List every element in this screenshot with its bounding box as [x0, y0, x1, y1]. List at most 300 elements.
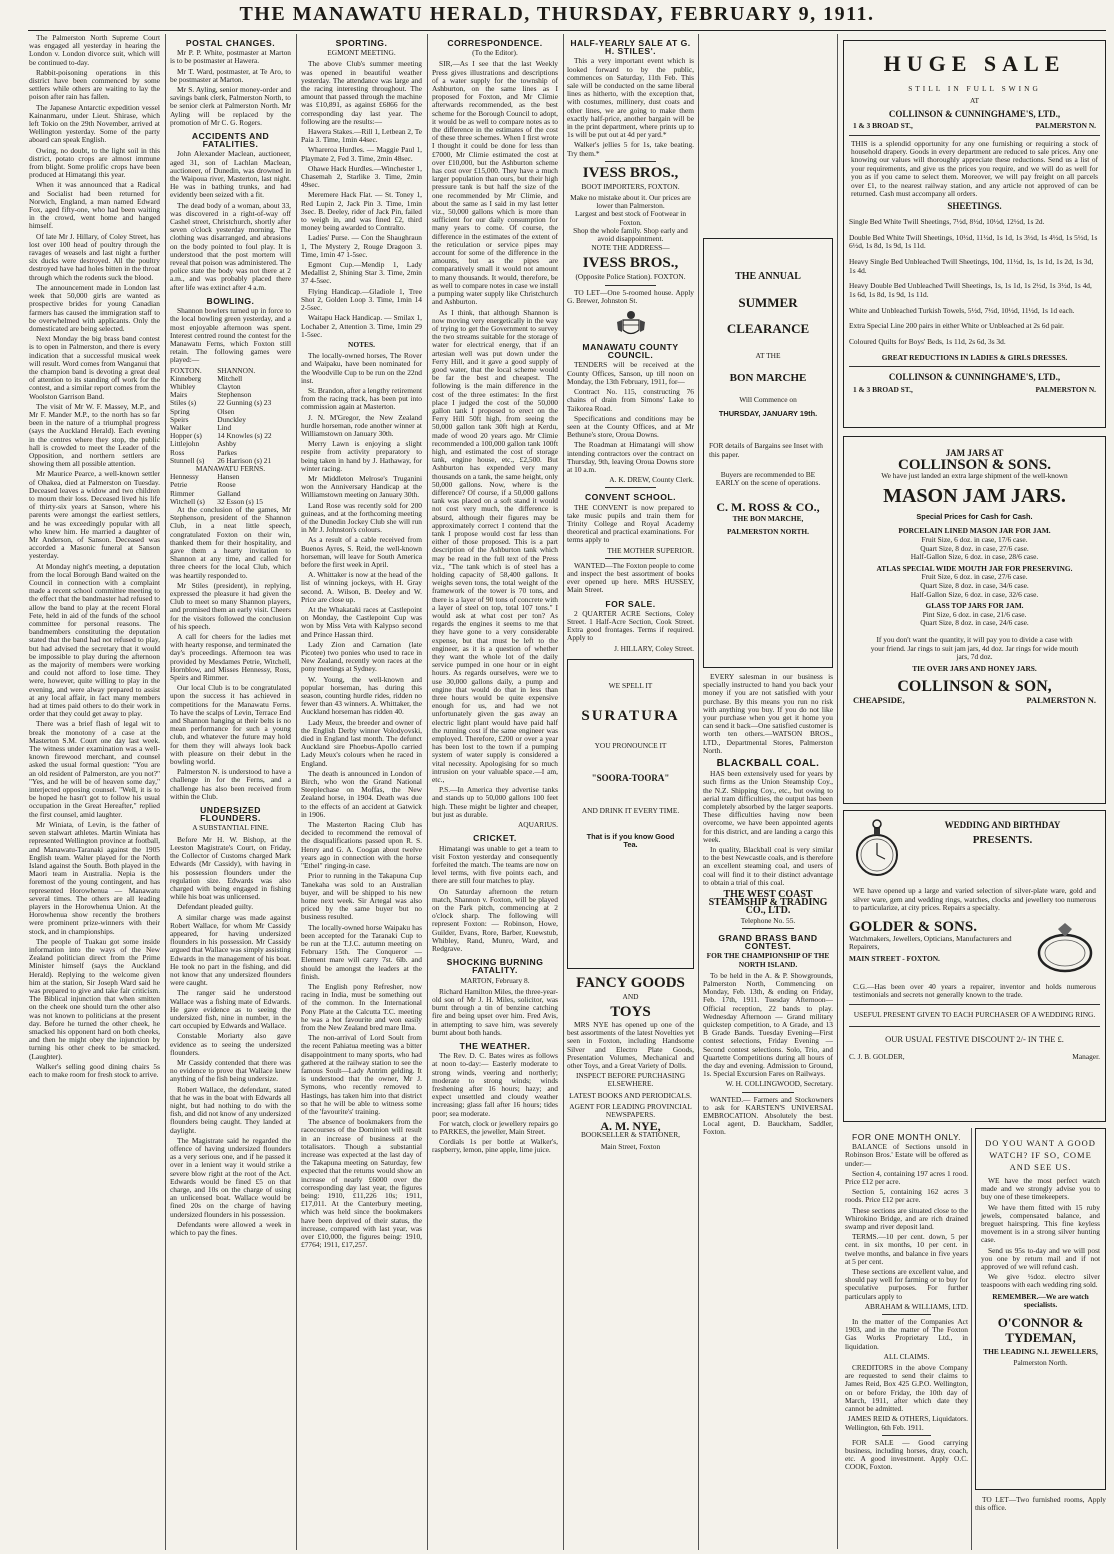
ivess-brand: IVESS BROS.,: [582, 255, 679, 272]
creditors-signature: JAMES REID & OTHERS, Liquidators.: [847, 1414, 968, 1424]
news-paragraph: At Monday night's meeting, a deputation from the local Borough Band waited on the Council in connection with a complaint made a recent school committee meeting to the effect that the bandmaster had refused to allow the band to play at the recent Floral Fete, held in aid of the funds of the school committee for personal reasons. The bandmembers constituting the deputation stated that the band had not refused to play, but had advised the secretary that it would be impossible to play during the afternoon as the majority of members were working and could not afford to lose time. They were, however, quite willing to play in the evening, and were alway prepared to assist at any local affair, in fact many members had at times paid others to do their work in order that they could get away to play.: [29, 561, 160, 719]
signature-name: C. J. B. GOLDER,: [849, 1052, 905, 1062]
jellies-notice: Walker's jellies 5 for 1s, take beating. Try them.*: [567, 140, 694, 158]
news-paragraph: Walker's selling good dining chairs 5s each to make room for fresh stock to arrive.: [29, 1061, 160, 1079]
score-cell: Clayton: [217, 381, 241, 391]
suratura-brand: SURATURA: [581, 707, 680, 724]
golder-address: MAIN STREET - FOXTON.: [849, 953, 940, 963]
news-paragraph: In quality, Blackball coal is very similar to the best Newcastle coals, and is therefore an excellent steaming coal, and users of coal will find it to their distinct advantage to obtain a trial of this coal.: [703, 845, 833, 887]
news-paragraph: John Alexander Maclean, auctioneer, aged 31, son of Lachlan Maclean, auctioneer, of Dunedin, was drowned in the Waipoua river, Masterton, last night. He was in bathing trunks, and had evidently been seized with a fit.: [170, 149, 291, 200]
news-paragraph: HAS been extensively used for years by such firms as the Union Steamship Coy., the N.Z. Shipping Coy., etc., but owing to aerial tram difficulties, the output has been completely absorbed by the larger seaports. These difficulties having now been overcome, we have been appointed agents for this district, and are landing a cargo this week.: [703, 769, 833, 844]
golder-trade: Watchmakers, Jewellers, Opticians, Manufacturers and Repairers,: [849, 933, 1012, 952]
band-contest-heading: GRAND BRASS BAND CONTEST.: [718, 932, 818, 952]
tolet-notice: TO LET—One 5-roomed house. Apply G. Brewer, Johnston St.: [567, 287, 694, 305]
news-paragraph: The death is announced in London of Birch, who won the Grand National Steeplechase on Moffas, the New Zealand horse, in 1904. Death was due to the effects of an accident at Gatwick in 1906.: [301, 768, 422, 819]
flounders-body: [170, 836, 291, 1238]
westcoast-line: THE WEST COAST: [723, 889, 813, 901]
price-line: Quart Size, 8 doz. in case, 34/6 case.: [920, 580, 1029, 590]
news-paragraph: These sections are situated close to the Whirokino Bridge, and are rich drained swamp and river deposit land.: [845, 1205, 968, 1232]
news-paragraph: Before Mr H. W. Bishop, at the Leeston Magistrate's Court, on Friday, the Collector of Customs charged Mark Edwards (Mr Cassidy), with having in his possession flounders under the regulation size. Edwards was also charged with being engaged in fishing while his boat was unlicensed.: [170, 834, 291, 902]
convent-body: THE CONVENT is now prepared to take music pupils and train them for Trinity College and Royal Academy theoretical and practical examinations. For terms apply to: [567, 502, 694, 545]
ad-line: Largest and best stock of Footwear in Foxton.: [574, 209, 687, 227]
glass-top-heading: GLASS TOP JARS FOR JAM.: [925, 601, 1024, 611]
suratura-ad: [567, 659, 694, 969]
price-line: Fruit Size, 6 doz. in case, 27/6 case.: [921, 572, 1028, 582]
news-paragraph: The Magistrate said he regarded the offence of having undersized flounders as a very serious one, and if he passed it over in a lenient way it would strike a severe blow right at the root of the Act. Edwards would be fined £5 on that charge, and 10s on the charge of using an unlicensed boat. Wallace would be fined 20s on the charge of having undersized flounders in his possession.: [170, 1135, 291, 1219]
inspect-line: INSPECT BEFORE PURCHASING ELSEWHERE.: [575, 1071, 686, 1089]
news-paragraph: SIR,—As I see that the last Weekly Press gives illustrations and descriptions of a water supply for the township of Ashburton, on the same lines as I proposed for Foxton, and Mr Climie afterwards recommended, as the best scheme for the Borough Council to adopt, it would be as well to compare notes as to the difference in the estimates of the cost of these three schemes. When I first wrote I thought it could be done for less than £7000, Mr Climie estimated the cost at over £10,000, but the Ashburton scheme has cost over £15,000. They have a much larger population than ours, but their high pressure tank is but half the size of the one recommended by Mr Climie, and about the same as I said in my last letter viz., 50,000 gallons which is more than sufficient for our daily consumption for many years to come. Of course, the difference in the estimates of the extent of the reticulation or service pipes may account for some of the difference in the amounts, but as the pipes are comparatively small it would not amount to many thousands. It would, therefore, be as well to compare notes in case we install a pumping water supply like Christchurch and Ashburton.: [432, 59, 558, 307]
karsten-notice: WANTED.— Farmers and Stockowners to ask for KARSTEN'S UNIVERSAL EMBROCATION. Absolutely the best. Local agent, D. Bauckham, Saddler, Foxton.: [703, 1094, 833, 1137]
huge-sale-firm-footer: COLLINSON & CUNNINGHAME'S, LTD.,: [888, 372, 1061, 383]
news-paragraph: Defendants were allowed a week in which to pay the fines.: [170, 1219, 291, 1238]
oconnor-name: O'CONNOR &: [997, 1315, 1084, 1331]
news-paragraph: Mr Cassidy contended that there was no evidence to prove that Wallace knew anything of the fish being undersize.: [170, 1057, 291, 1084]
address-street: 1 & 3 BROAD ST.,: [853, 384, 913, 394]
race-result: Ohawe Hack Hurdles.—Winchester 1, Chasemah 2, Starlike 3. Time, 2min 49sec.: [301, 163, 422, 190]
jam-footer-address: [853, 696, 1096, 705]
oconnor-body: We have them fitted with 15 ruby jewels, compensated balance, and breguet hairspring. This fine keyless movement is in a strong silver hunting case.: [981, 1202, 1100, 1245]
month-heading: FOR ONE MONTH ONLY.: [852, 1132, 961, 1142]
golder-signature: [849, 1053, 1100, 1062]
news-paragraph: When it was announced that a Radical and Socialist had been returned for Norwich, England, a man named Edward Fox, aged fifty-one, who had been waiting in the crowd, went home and hanged himself.: [29, 180, 160, 231]
news-paragraph: Mr Maurice Pearce, a well-known settler of Ohakea, died at Palmerston on Tuesday. Deceased leaves a widow and two children to mourn their loss. Deceased lived his life of thirty-six years at Sanson, where his parents were amongst the earliest settlers, and he was exceedingly popular with all who knew him. He married a daughter of Mr Anderson, of Sanson. Deceased was accorded a Masonic funeral at Sanson yesterday.: [29, 469, 160, 561]
fancy-goods-and: AND: [622, 991, 639, 1001]
accidents-body: [170, 150, 291, 291]
score-header: SHANNON.: [217, 365, 256, 375]
race-result: Whareroa Hurdles. — Maggie Paul 1, Playmate 2, Fed 3. Time, 2min 48sec.: [301, 145, 422, 163]
divider: [882, 1435, 931, 1436]
jam-firm: COLLINSON & SONS.: [898, 456, 1051, 473]
weather-heading: THE WEATHER.: [459, 1040, 531, 1051]
news-paragraph: The visit of Mr W. F. Massey, M.P., and Mr F. Mander M.P., to the north has so far been in the nature of a triumphal progress (says the Auckland Herald). Each evening in the centres where they stop, the public hall is crowded to meet the Leader of the Opposition, and northern settlers are showing them all possible attention.: [29, 401, 160, 469]
ivess-note: NOTE THE ADDRESS—: [591, 243, 670, 253]
news-paragraph: BALANCE of Sections unsold in Robinson Bros.' Estate will be offered as under:—: [845, 1142, 968, 1168]
huge-sale-line: STILL IN FULL SWING: [908, 84, 1041, 93]
score-cell: Hennessy: [170, 472, 199, 482]
news-paragraph: TERMS.—10 per cent. down, 5 per cent. in six months, 10 per cent. in twelve months, and balance in five years at 5 per cent.: [845, 1232, 968, 1266]
news-paragraph: TENDERS will be received at the County Offices, Sanson, up till noon on Monday, the 13th February, 1911, for—: [567, 360, 694, 386]
column-rule: [971, 1128, 972, 1550]
stiles-sale-heading: HALF-YEARLY SALE AT G. H. STILES'.: [570, 38, 691, 57]
price-line: Single Bed White Twill Sheetings, 7½d, 8½d, 10½d, 12½d, 1s 2d.: [849, 217, 1045, 227]
atlas-prices: [849, 573, 1100, 599]
council-heading: MANAWATU COUNTY COUNCIL.: [582, 342, 679, 361]
huge-sale-ad: [843, 40, 1106, 428]
race-result: Waitapu Hack Handicap. — Smilax 1, Lochaber 2, Attention 3. Time, 1min 29 1-5sec.: [301, 313, 422, 339]
golder-body: WE have opened up a large and varied selection of silver-plate ware, gold and silver ware, gem and wedding rings, watches, clocks and jewellery too numerous to particularize, at city prices. Repairs a specialty.: [853, 886, 1096, 913]
pocket-watch-icon: [849, 815, 905, 885]
divider: [742, 1092, 794, 1093]
month-signature: ABRAHAM & WILLIAMS, LTD.: [864, 1301, 968, 1311]
news-paragraph: Mr P. P. White, postmaster at Marton is to be postmaster at Hawera.: [170, 48, 291, 66]
coat-of-arms-icon: [614, 308, 648, 338]
news-column-3: [301, 34, 422, 1550]
huge-sale-body: THIS is a splendid opportunity for any one furnishing or requiring a stock of household drapery. Goods in every department are reduced to sale prices. Any one knowing our values will thoroughly appreciate these reductions. Send us a list of your requirements, and give us the prices you require, and we will do as well for you as if you came to select them. Moreover, we will pay freight on all parcels over £1, to the nearest railway station, and any article not approved of can be returned. Cash must accompany all orders.: [851, 138, 1098, 199]
news-paragraph: These sections are excellent value, and should pay well for farming or to buy for speculative purposes. For further particulars apply to: [845, 1267, 968, 1301]
news-paragraph: Prior to running in the Takapuna Cup Tanekaha was sold to an Australian buyer, and will be shipped to his new home next week. Sir Artegal was also priced by the same buyer but no business resulted.: [301, 871, 422, 922]
oconnor-body: We give ½doz. electro silver teaspoons with each wedding ring sold.: [981, 1272, 1100, 1290]
score-cell: Stephenson: [217, 390, 252, 400]
news-column-4: [432, 34, 558, 1550]
news-paragraph: J. N. M'Gregor, the New Zealand hurdle horseman, rode another winner at Williamstown on January 30th.: [301, 412, 422, 438]
news-column-2: [170, 34, 291, 1550]
news-paragraph: St. Brandon, after a lengthy retirement from the racing track, has been put into commission again at Masterton.: [301, 385, 422, 412]
bowling-intro: Shannon bowlers turned up in force to the local bowling green yesterday, and a most enjoyable afternoon was spent. Interest centred round the contest for the Manawatu Ferns, which Foxton still retain. The following games were played:—: [170, 306, 291, 365]
jam-note: If you don't want the quantity, it will pay you to divide a case with your friend. Jar rings to suit jam jars, 4d doz. Jar rings for wide mouth jars, 7d doz.: [870, 634, 1079, 662]
score-cell: Stiles (s): [170, 398, 197, 408]
news-paragraph: Mr Stiles (president), in replying, expressed the pleasure it had given the Club to meet so many Shannon players, and promised them an early visit. Cheers for the visitors followed the conclusion of his speech.: [170, 580, 291, 631]
ross-town: PALMERSTON NORTH.: [726, 526, 809, 536]
race-result: Meremere Hack Flat. — St. Toney 1, Red Lupin 2, Jack Pin 3. Time, 1min 3sec. B. Deeley, rider of Jack Pin, failed to weigh in, and was fined £2, third money being awarded to Contralto.: [301, 190, 422, 233]
nye-name: A. M. NYE,: [600, 1119, 661, 1134]
council-body: [567, 361, 694, 474]
suratura-line: AND DRINK IT EVERY TIME.: [581, 805, 680, 815]
oconnor-name: TYDEMAN,: [1005, 1330, 1076, 1346]
news-paragraph: Constable Moriarty also gave evidence as to seeing the undersized flounders.: [170, 1031, 291, 1057]
sporting-heading: SPORTING.: [335, 38, 388, 48]
reductions-line: GREAT REDUCTIONS IN LADIES & GIRLS DRESSES.: [881, 353, 1068, 363]
signature-title: Manager.: [1072, 1052, 1100, 1062]
jam-jars-ad: [843, 436, 1106, 804]
score-cell: Hansen: [217, 472, 240, 482]
huge-sale-address: [853, 122, 1096, 130]
news-paragraph: Contract No. 115, constructing 76 chains of drain from Simons' Lake to Taikorea Road.: [567, 387, 694, 413]
news-paragraph: Section 4, containing 197 acres 1 rood. Price £12 per acre.: [845, 1168, 968, 1187]
band-contest-body: To be held in the A. & P. Showgrounds, Palmerston North, Commencing on Monday, Feb. 13th, & ending on Friday, Feb. 17th, 1911. Tuesday Afternoon—Official reception, 22 bands to play. Wednesday Afternoon — Grand military quickstep competition, to A Grade, and 13 B Grade Bands. Tuesday Evening—First contest selections, Friday Evening — Second contest selections. Solo, Trio, and Quartette Competitions during all hours of the day and evening. Admission to Ground, 1s. Special Excursion Fares on Railways.: [703, 970, 833, 1079]
column-rule: [427, 34, 428, 1550]
score-cell: Olsen: [217, 406, 235, 416]
jam-line: JAM JARS AT: [945, 448, 1004, 458]
news-paragraph: The Masterton Racing Club has decided to recommend the removal of the disqualifications passed upon R. S. Henry and G. A. Coogan about twelve years ago in connection with the horse "Ethel" ringing-in case.: [301, 820, 422, 871]
price-line: Quart Size, 8 doz. in case, 24/6 case.: [920, 618, 1029, 628]
news-paragraph: There was a brief flash of legal wit to break the monotony of a case at the Masterton S.M. Court one day last week. The witness under examination was a well-known firewood merchant, and counsel asked the usual formal question: "You are an old resident of Palmerston, are you not?" "Yes, and he will be of heaven some day," interjected opposing counsel. "Well, it is to be hoped he hasn't got to follow his usual occupation in the Great Hereafter," replied the first counsel, amid laughter.: [29, 719, 160, 819]
news-paragraph: Section 5, containing 162 acres 3 roods. Price £12 per acre.: [845, 1187, 968, 1205]
ivess-brand: IVESS BROS.,: [582, 164, 679, 181]
score-cell: 32 Esson (s) 15: [217, 496, 263, 506]
ivess-body: [567, 194, 694, 243]
news-paragraph: The Japanese Antarctic expedition vessel Kainanmaru, under Lieut. Shirase, which left Tokio on the 29th November, arrived at Wellington yesterday. Some of the party aboard can speak English.: [29, 102, 160, 145]
correspondence-body: [432, 60, 558, 819]
news-paragraph: Mr Middleton Melrose's Truganini won the Anniversary Handicap at the Williamstown meeting on January 30th.: [301, 473, 422, 500]
repairs-notice: For watch, clock or jewellery repairs go to PARKES, the jeweller, Main Street.: [432, 1118, 558, 1136]
news-paragraph: Owing, no doubt, to the light soil in this district, potato crops are almost immune from blight. Some prolific crops have been produced at Himatangi this year.: [29, 145, 160, 180]
score-cell: Walker: [170, 422, 192, 432]
news-paragraph: At the conclusion of the games, Mr Stephenson, president of the Shannon Club, in a neat little speech, congratulated Foxton on their win, thanked them for their hospitality, and gave them a hearty invitation to Shannon at any time, and called for three cheers for the local Club, which was heartily responded to.: [170, 504, 291, 580]
tolet-rooms-notice: TO LET—Two furnished rooms, Apply this office.: [975, 1495, 1106, 1513]
race-result: Hawera Stakes.—Rill 1, Letbean 2, Te Paia 3. Time, 1min 44sec.: [301, 127, 422, 145]
news-paragraph: Next Monday the big brass band contest is to open in Palmerston, and there is every indication that a successful musical week will result. Word comes from Wanganui that the champion band is devoting a great deal of attention to its standing off work for the contest, and a similar report comes from the Woolston Garrison Band.: [29, 334, 160, 401]
address-town: PALMERSTON N.: [1026, 694, 1096, 705]
forsale-signature: J. HILLARY, Coley Street.: [614, 643, 694, 653]
westcoast-line: STEAMSHIP & TRADING CO., LTD.: [708, 897, 828, 917]
council-signature: A. K. DREW, County Clerk.: [609, 475, 694, 485]
huge-sale-title: HUGE SALE: [883, 51, 1066, 76]
news-paragraph: Rabbit-poisoning operations in this district have been commenced by some settlers while others are waiting to lay the poison after rain has fallen.: [29, 67, 160, 102]
month-body: [845, 1143, 968, 1301]
ivess-address: (Opposite Police Station). FOXTON.: [575, 272, 686, 282]
jam-footer-firm: COLLINSON & SON,: [897, 678, 1052, 696]
golder-heading: WEDDING AND BIRTHDAY: [944, 820, 1061, 830]
news-paragraph: Himatangi was unable to get a team to visit Foxton yesterday and consequently forfeited the match. The teams are now on level terms, with five points each, and there are still four matches to play.: [432, 843, 558, 886]
news-paragraph: P.S.—In America they advertise tanks and stands up to 50,000 gallons 100 feet high. These might be lighter and cheaper, but just as durable.: [432, 785, 558, 819]
sporting-notes: [301, 352, 422, 1249]
ring-icon: [1030, 919, 1100, 979]
atlas-heading: ATLAS SPECIAL WIDE MOUTH JAR FOR PRESERVING.: [876, 563, 1073, 573]
correspondence-signature: AQUARIUS.: [517, 820, 558, 830]
huge-sale-line: AT: [969, 96, 980, 106]
jam-special: Special Prices for Cash for Cash.: [916, 511, 1033, 521]
bowling-heading: BOWLING.: [206, 295, 255, 306]
masthead-rule: [28, 30, 1106, 31]
watson-notice: EVERY salesman in our business is specially instructed to hand you back your money if you are not satisfied with your purchase. By this means you run no risk with anything you buy. If you do not like your purchase when you get it home you can send it back—One satisfied customer is worth ten others.—WATSON BROS., LTD., Departmental Stores, Palmerston North.: [703, 672, 833, 755]
score-cell: 26 Harrison (s) 21: [217, 455, 272, 465]
fancy-goods-heading: FANCY GOODS: [576, 974, 685, 991]
ad-column-5: [567, 34, 694, 1550]
oconnor-body: WE have the most perfect watch made and we strongly advise you to buy one of these timekeepers.: [981, 1176, 1100, 1202]
cricket-body: [432, 845, 558, 954]
column-rule: [698, 34, 699, 1550]
oconnor-ad: [975, 1128, 1106, 1490]
news-paragraph: Specifications and conditions may be seen at the County Offices, and at Mr Bethune's store, Oroua Downs.: [567, 413, 694, 440]
news-paragraph: Lady Meux, the breeder and owner of the English Derby winner Volodyovski, died in England last month. The defunct Auckland sire Phoebus-Apollo carried Lady Meux's colours when he raced in England.: [301, 717, 422, 768]
stiles-sale-body: This a very important event which is looked forward to by the public, commences on Saturday, 11th Feb. This sale will be conducted on the same liberal lines as hitherto, with the exception that, with costumes, millinery, dust coats and other lines, we are going to make them exactly half-price, another bargain will be in the print department, where prints up to 1s will be put out at 4d per yard.*: [567, 56, 694, 140]
address-street: 1 & 3 BROAD ST.,: [853, 121, 913, 131]
oconnor-remember: REMEMBER.—We are watch specialists.: [992, 1291, 1089, 1309]
bon-marche-ad: [703, 238, 833, 668]
price-line: Coloured Quilts for Boys' Beds, 1s 11d, 2s 6d, 3s 3d.: [849, 337, 1006, 347]
news-paragraph: On Saturday afternoon the return match, Shannon v. Foxton, will be played on the Park pitch, commencing at 2 o'clock sharp. The following will represent Foxton: — Robinson, Howe, Guilder, Evans, Rore, Barber, Kuewstub, Whibley, Rand, Munro, Ward, and Redgrave.: [432, 886, 558, 953]
jam-intro: We have just landed an extra large shipment of the well-known: [881, 471, 1068, 481]
books-line: LATEST BOOKS AND PERIODICALS.: [569, 1090, 692, 1100]
blackball-body: [703, 770, 833, 887]
score-cell: Ashby: [217, 439, 237, 449]
score-cell: Rimmer: [170, 488, 195, 498]
score-header: MANAWATU FERNS.: [195, 463, 266, 473]
huge-sale-firm: COLLINSON & CUNNINGHAME'S, LTD.,: [888, 108, 1061, 119]
sheetings-heading: SHEETINGS.: [947, 201, 1002, 212]
race-result: Flying Handicap.—Gladiole 1, Tree Shot 2, Golden Loop 3. Time, 1min 14 2-5sec.: [301, 286, 422, 313]
divider: [605, 487, 656, 488]
sporting-intro: The above Club's summer meeting was opened in beautiful weather yesterday. The attendance was large and the racing interesting throughout. The amount that passed through the machine was £10,891, as against £6866 for the corresponding day last year. The following are the results:—: [301, 59, 422, 126]
suratura-tagline: That is if you know Good Tea.: [586, 831, 675, 849]
fancy-goods-body: MRS NYE has opened up one of the best assortments of the latest Novelties yet seen in Foxton, including Handsome Silver and Electro Plate Goods, Presentation Volumes, Mechanical and other Toys, and a Great Variety of Dolls.: [567, 1019, 694, 1070]
news-paragraph: The ranger said he understood Wallace was a fishing mate of Edwards. He gave evidence as to seeing the undersized fish, nine in number, in the cart occupied by Edwards and Wallace.: [170, 988, 291, 1031]
oconnor-tagline: THE LEADING N.I. JEWELLERS,: [983, 1347, 1098, 1357]
summer-line: SUMMER: [738, 295, 798, 311]
news-paragraph: The absence of bookmakers from the racecourses of the Dominion will result in an increase of business at the totalisators. Though a substantial increase was expected at the last day of the Takapuna meeting on Saturday, few expected that the returns would show an increase of nearly £6000 over the corresponding day last year, the figures being: 1910, £11,226 10s; 1911, £17,011. At the Canterbury meeting, which was held since the bookmakers have been deprived of their status, the increase, compared with last year, was over £10,000, the figures being: 1910, £7764; 1911, £17,257.: [301, 1117, 422, 1250]
news-paragraph: Our local Club is to be congratulated upon the success it has achieved in competitions for the Manawatu Ferns. To have the scalps of Levin, Terrace End and Shannon hanging at their belts is no mean performance for such a young club, and whatever the future may hold for them they will always look back with pleasure on their debut in the bowling world.: [170, 683, 291, 767]
agent-line: AGENT FOR LEADING PROVINCIAL NEWSPAPERS.: [569, 1101, 692, 1120]
accidents-heading: ACCIDENTS AND FATALITIES.: [191, 131, 270, 150]
suratura-pronunciation: "SOORA-TOORA": [591, 773, 670, 784]
divider: [605, 558, 656, 559]
score-cell: Hopper (s): [170, 431, 202, 441]
score-cell: Mairs: [170, 390, 188, 400]
news-paragraph: The English pony Refresher, now racing in India, must be something out of the common. In the International Pony Plate at the Calcutta T.C. meeting he was a hot favourite and won easily from the New Zealand bred mare Ilma.: [301, 981, 422, 1032]
price-line: Quart Size, 8 doz. in case, 27/6 case.: [920, 543, 1029, 553]
wanted-books-notice: WANTED—The Foxton people to come and inspect the best assortment of books ever opened up here. MRS HUSSEY, Main Street.: [567, 560, 694, 595]
claims-heading: ALL CLAIMS.: [883, 1351, 930, 1361]
score-cell: Lind: [217, 422, 232, 432]
fatality-body: Richard Hamilton Miles, the three-year-old son of Mr J. H. Miles, solicitor, was burnt through a tin of benzine catching fire and being upset over him. Fred Avis, in attempting to save him, was severely burnt about both hands.: [432, 986, 558, 1037]
clearance-line: CLEARANCE: [726, 321, 810, 337]
date-line: THURSDAY, JANUARY 19th.: [718, 409, 818, 419]
score-cell: Galland: [217, 488, 241, 498]
price-line: Extra Special Line 200 pairs in either White or Unbleached at 2s 6d pair.: [849, 321, 1064, 331]
news-paragraph: Defendant pleaded guilty.: [177, 902, 254, 912]
column-rule: [296, 34, 297, 1550]
news-paragraph: At the Whakataki races at Castlepoint on Monday, the Castlepoint Cup was won by Miss Veta with Kalypso second and Prince Hassan third.: [301, 605, 422, 639]
address-town: PALMERSTON N.: [1035, 121, 1096, 131]
weather-body: The Rev. D. C. Bates wires as follows at noon to-day:— Easterly moderate to strong winds, veering and northerly; moderate to strong winds; winds freshening after 16 hours; hazy; and expect unsettled and cloudy weather increasing; glass fall after 16 hours; tides poor; sea moderate.: [432, 1051, 558, 1118]
score-cell: Parkes: [217, 447, 237, 457]
news-paragraph: Mr Winiata, of Levin, is the father of seven stalwart athletes. Martin Winiata has represented Wellington province at football, and Manawatu-Taranaki against the 1905 English team. Walter played for the North Island against the South. Both played in the Maori team in Australia. Nepia is the foremost of the young contingent, and has represented Horowhenua — Manawatu several times. The others are all leading players in the Horowhenua Union. At the Horowhenua show recently the brothers were prominent prize-winners with their stock, and in championships.: [29, 819, 160, 936]
race-results: [301, 128, 422, 339]
buyers-line: Buyers are recommended to BE EARLY on the scene of operations.: [715, 469, 821, 488]
column-rule: [837, 34, 838, 1549]
notes-heading: NOTES.: [348, 339, 375, 349]
sporting-subheading: EGMONT MEETING.: [327, 48, 396, 58]
score-cell: Roose: [217, 480, 236, 490]
column-rule: [165, 34, 166, 1550]
news-paragraph: Land Rose was recently sold for 200 guineas, and at the forthcoming meeting of the Dunedin Jockey Club she will run in Mr J. Johnston's colours.: [301, 500, 422, 535]
news-paragraph: The people of Tuakau got some inside information into the ways of the New Zealand politician direct from the Prime Minister himself (says the Auckland Herald). Replying to the welcome given him at the station, Sir Joseph Ward said he was prepared to give and take fair criticism. The Biblical injunction that when smitten on the cheek one should turn the other also was not known to politicians at the present day. Before he turned the other cheek, he smacked his opponent hard on both cheeks, and then he might obey the injunction by turning his other cheek to be smacked. (Laughter).: [29, 936, 160, 1061]
mason-heading: MASON JAM JARS.: [883, 484, 1066, 507]
news-paragraph: The announcement made in London last week that 50,000 girls are wanted as prospective brides for young Canadian farmers has caused the immigration staff to be overwhelmed with applicants. Only the domesticated are being selected.: [29, 282, 160, 333]
ross-store: THE BON MARCHE,: [732, 514, 804, 524]
score-cell: Petrie: [170, 480, 188, 490]
news-paragraph: Robert Wallace, the defendant, stated that he was in the boat with Edwards all night, but had nothing to do with the fish, and did not know of any undersized flounders being caught. They landed at daylight.: [170, 1084, 291, 1135]
bon-marche-line: BON MARCHE: [729, 371, 807, 384]
postal-heading: POSTAL CHANGES.: [185, 38, 276, 48]
forsale-heading: FOR SALE.: [605, 598, 656, 609]
price-line: Heavy Double Bed Unbleached Twill Sheetings, 1s, 1s 1d, 1s 2½d, 1s 3½d, 1s 4d, 1s 6d, 1s 8d, 1s 9d, 1s 11d.: [849, 281, 1092, 299]
news-column-1: [29, 34, 160, 1550]
news-paragraph: The Palmerston North Supreme Court was engaged all yesterday in hearing the London v. London divorce suit, which will be continued to-day.: [29, 34, 160, 67]
flounders-subheading: A SUBSTANTIAL FINE.: [192, 823, 269, 833]
porcelain-heading: PORCELAIN LINED MASON JAR FOR JAM.: [898, 526, 1051, 536]
land-sale-column: [845, 1128, 968, 1550]
nye-address: Main Street, Foxton: [600, 1141, 661, 1151]
score-cell: Kinneberg: [170, 373, 202, 383]
column-rule: [563, 34, 564, 1550]
news-paragraph: A call for cheers for the ladies met with hearty response, and terminated the day's proceedings. Afternoon tea was provided by Mesdames Petrie, Witchell, Hornblow, and Misses Hennessy, Ross, Speirs and Rimmer.: [170, 632, 291, 683]
address-street: CHEAPSIDE,: [853, 694, 905, 705]
huge-sale-footer-address: [853, 386, 1096, 394]
score-cell: Spring: [170, 406, 190, 416]
price-line: Half-Gallon Size, 6 doz. in case, 28/6 case.: [910, 552, 1039, 562]
divider: [605, 285, 656, 286]
convent-signature: THE MOTHER SUPERIOR.: [607, 545, 694, 555]
news-paragraph: Lady Zion and Carnation (late Picotee) two ponies who used to race in New Zealand, recently won races at the pony meetings at Sydney.: [301, 639, 422, 674]
cricket-heading: CRICKET.: [473, 833, 517, 844]
ad-line: Make no mistake about it. Our prices are lower than Palmerston.: [570, 193, 691, 211]
sheetings-list: [849, 218, 1100, 346]
golder-discount: OUR USUAL FESTIVE DISCOUNT 2/- IN THE £.: [885, 1033, 1064, 1044]
details-line: FOR details of Bargains see Inset with this paper.: [709, 441, 823, 459]
westcoast-phone: Telephone No. 55.: [740, 915, 796, 925]
creditors-notice: CREDITORS in the above Company are requested to send their claims to James Reid, Box 425 G.P.O. Wellington, on or before Friday, the 10th day of March, 1911, after which date they cannot be admitted.: [845, 1363, 968, 1414]
masthead-title: THE MANAWATU HERALD, THURSDAY, FEBRUARY 9, 1911.: [239, 3, 875, 25]
correspondence-subheading: (To the Editor).: [472, 48, 518, 58]
commence-line: Will Commence on: [739, 395, 797, 405]
score-cell: Witchell (s): [170, 496, 205, 506]
news-paragraph: The locally-owned horse Waipaku has been accepted for the Taranaki Cup to be run at the T.J.C. autumn meeting on February 15th. The Conqueror — Element mare will carry 7st. 6lb. and should be amongst the leaders at the finish.: [301, 922, 422, 981]
score-cell: 22 Gunning (s) 23: [217, 398, 272, 408]
price-line: Double Bed White Twill Sheetings, 10½d, 11½d, 1s 1d, 1s 3½d, 1s 4½d, 1s 5½d, 1s 6½d, 1s 8d, 1s 9d, 1s 11d.: [849, 233, 1098, 251]
golder-heading2: PRESENTS.: [972, 833, 1033, 846]
ivess-subtitle: BOOT IMPORTERS, FOXTON.: [581, 181, 680, 191]
price-line: Half-Gallon Size, 6 doz. in case, 32/6 case.: [910, 589, 1039, 599]
news-paragraph: A similar charge was made against Robert Wallace, for whom Mr Cassidy appeared, for having undersized flounders in his possession. Mr Cassidy argued that Wallace was simply assisting Edwards in the management of his boat. He took no part in the fishing, and did not know that any undersized flounders were caught.: [170, 912, 291, 988]
score-cell: Speirs: [170, 414, 189, 424]
news-paragraph: The dead body of a woman, about 33, was discovered in a right-of-way off Cashel street, Christchurch, shortly after seven o'clock yesterday morning. The clothing was disarranged, and abrasions on the body pointed to foul play. It is understood that the post mortem will reveal that poison was administered. The police state the body was not there at 2 a.m., and was probably placed there after life was extinct after 4 a.m.: [170, 200, 291, 292]
fatality-heading: SHOCKING BURNING FATALITY.: [446, 957, 544, 976]
forsale-body: 2 QUARTER ACRE Sections, Coley Street. 1 Half-Acre Section, Cook Street. Extra good frontages. Terms if required. Apply to: [567, 608, 694, 643]
ross-name: C. M. ROSS & CO.,: [716, 500, 820, 515]
news-paragraph: Mr S. Ayling, senior money-order and savings bank clerk, Palmerston North, to be senior clerk at Palmerston North. Mr Ayling will be replaced by the promotion of Mr C. G. Rogers.: [170, 85, 291, 127]
news-paragraph: As I think, that although Shannon is now moving very energetically in the way of trying to get the Government to survey the two streams suitable for the storage of water for electrical energy, that if an artesian well was put down under the Ferry Hill, and it gave a good supply of good water, that the local scheme would be far the best and cheapest. The following is the main difference in the cost of the three estimates: In the first place I judged the cost of the 50,000 gallon tank I proposed to erect on the Ferry Hill 50ft high, from seeing the 50,000 gallon tank 30ft high at Kerdu, made of wood 20 years ago. Mr Climie recommended a 100,000 gallon tank 100ft high, and estimated the cost of storage tank, engine house, etc., £2,500. But Ashburton has expended very many thousands on a tank, the same height, only 50,000 gallons. Now, where is the difference? Of course, if a 50,000 gallons tank was placed on a soft stand it would not cost very much, the difference is absurd, although their figures may be approximately correct I contend that the tank I propose would cost far less than either of those proposed. This is a part description of the Ashburton tank which may be read in the full text of the Press viz., "The tank which is of steel has a holding capacity of 58,400 gallons. It weighs seven tons, the total weight of the framework of the tower is 70 tons, and there is a layer of 90 tons of concrete with a layer of steel on top, total 107 tons." I would ask at what cost per ton? As regards the engines it seems to me that they have gone to a very considerable expense, but that must be left to the engineer, as it is a question of whether they want the whole lot of the daily service pumped in one hour or in eight hours. As regards ourselves, were we to use 30,000 gallons daily, a pump and engine that would do that in less than three hours would be quite expensive enough for us, and had we not unfortunately given the gas away an electric light plant would have paid half the running cost if the same engineer was employed. Therefore, £200 or over a year has been lost to the town if a pumping system of water supply is considered a vital necessity. Apologising for so much intrusion on your valuable space.—I am, etc.,: [432, 307, 558, 785]
glass-top-prices: [849, 611, 1100, 628]
toys-heading: TOYS: [610, 1003, 651, 1020]
golder-cg-note: C.G.—Has been over 40 years a repairer, inventor and holds numerous testimonials and secrets not generally known to the trade.: [853, 981, 1096, 1000]
oconnor-column: [975, 1128, 1106, 1550]
band-contest-signature: W. H. COLLINGWOOD, Secretary.: [725, 1079, 833, 1089]
ad-line: Shop the whole family. Shop early and avoid disappointment.: [573, 225, 688, 244]
price-line: Heavy Single Bed Unbleached Twill Sheetings, 10d, 11½d, 1s, 1s 1d, 1s 2d, 1s 3d, 1s 4d.: [849, 257, 1094, 275]
news-paragraph: The non-arrival of Lord Soult from the recent Pahiatua meeting was a bitter disappointment to many sports, who had gathered at the railway station to see the famous Soult—Lady Antrim gelding. It is understood that the owner, Mr J. Symons, who recently removed to Hastings, has taken him into that district so that he will be able to witness some of the 'favourite's' training.: [301, 1033, 422, 1116]
divider: [742, 928, 794, 929]
at-line: AT THE: [755, 350, 781, 360]
oconnor-body: Send us 95s to-day and we will post you one by return mail and if not approved of we will refund cash.: [981, 1245, 1100, 1272]
address-town: PALMERSTON N.: [1035, 384, 1096, 394]
divider: [605, 161, 656, 162]
blackball-heading: BLACKBALL COAL.: [716, 758, 820, 770]
flounders-heading: UNDERSIZED FLOUNDERS.: [200, 805, 261, 824]
price-line: Pint Size, 6 doz. in case, 21/6 case.: [922, 609, 1027, 619]
band-contest-subheading: FOR THE CHAMPIONSHIP OF THE NORTH ISLAND.: [706, 951, 830, 969]
news-paragraph: Mr T. Ward, postmaster, at Te Aro, to be postmaster at Marton.: [170, 66, 291, 84]
score-cell: Mitchell: [217, 373, 243, 383]
price-line: White and Unbleached Turkish Towels, 5½d, 7½d, 10½d, 11½d, 1s 1d each.: [849, 305, 1075, 315]
score-cell: Ross: [170, 447, 185, 457]
porcelain-prices: [849, 536, 1100, 562]
news-paragraph: Merry Lawn is enjoying a slight respite from activity preparatory to being taken in hand by J. Hathaway, for winter racing.: [301, 439, 422, 473]
score-cell: Littlejohn: [170, 439, 200, 449]
price-line: Fruit Size, 6 doz. in case, 17/6 case.: [921, 534, 1028, 544]
score-cell: Dunckley: [217, 414, 246, 424]
bowling-body: [170, 506, 291, 801]
news-paragraph: The locally-owned horses, The Rover and Waipaku, have been nominated for the Woodville Cup to be run on the 22nd inst.: [301, 351, 422, 385]
news-paragraph: Palmerston N. is understood to have a challenge in for the Ferns, and a challenge has also been received from within the Club.: [170, 767, 291, 801]
convent-heading: CONVENT SCHOOL.: [584, 492, 677, 503]
postal-body: [170, 49, 291, 127]
creditors-date: Wellington, 6th Feb. 1911.: [845, 1422, 924, 1432]
news-paragraph: W. Young, the well-known and popular horseman, has during this season, counting hurdle rides, ridden no fewer than 43 winners. A. Whittaker, the Auckland horseman has ridden 40.: [301, 674, 422, 717]
score-cell: Stunnell (s): [170, 455, 205, 465]
fatality-dateline: MARTON, February 8.: [460, 975, 530, 985]
race-result: Egmont Cup.—Mendip 1, Lady Medallist 2, Shining Star 3. Time, 2min 37 4-5sec.: [301, 260, 422, 286]
news-paragraph: A. Whittaker is now at the head of the list of winning jockeys, with H. Gray second. A. Wilson, B. Deeley and W. Price are close up.: [301, 570, 422, 604]
oconnor-question: DO YOU WANT A GOOD WATCH? IF SO, COME AND SEE US.: [985, 1138, 1096, 1172]
score-cell: 14 Knowles (s) 22: [217, 431, 272, 441]
score-header: FOXTON.: [170, 365, 202, 375]
annual-line: THE ANNUAL: [735, 271, 801, 282]
nye-trade: BOOKSELLER & STATIONER,: [581, 1130, 680, 1140]
tie-over-line: TIE OVER JARS AND HONEY JARS.: [912, 663, 1037, 673]
bowling-scores: [170, 367, 291, 506]
ad-column-6: [703, 34, 833, 1550]
